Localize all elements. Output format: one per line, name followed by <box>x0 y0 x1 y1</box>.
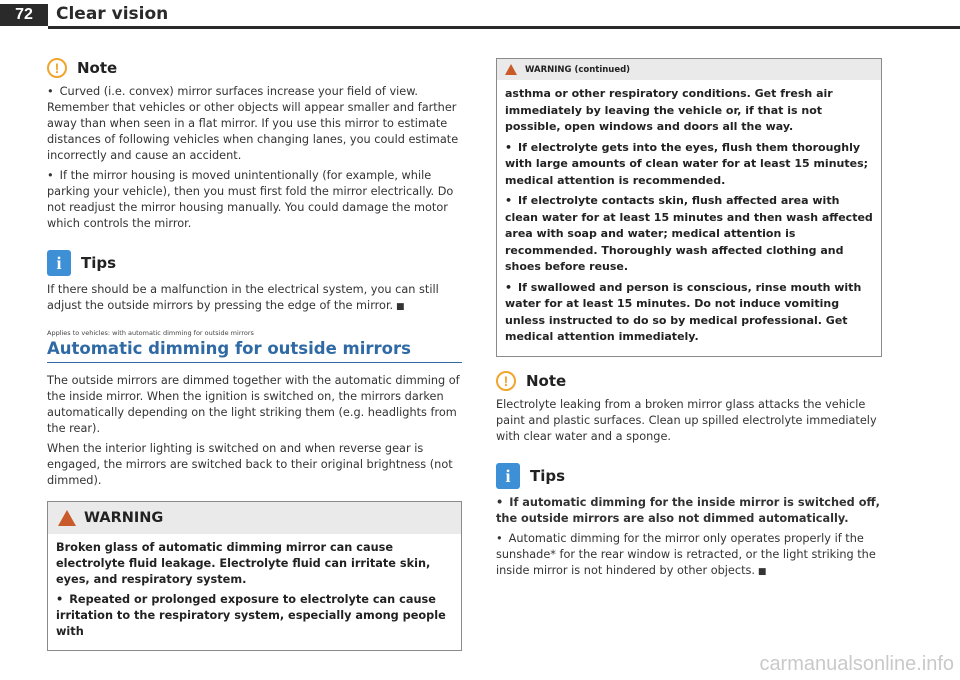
warning-continued-text: asthma or other respiratory conditions. Get fresh air immediately by leaving the vehicle or, if that is not possible, open windows and doors all the way. <box>505 87 833 133</box>
info-icon: i <box>47 250 71 276</box>
note-label: Note <box>77 59 118 77</box>
warning-triangle-icon <box>505 64 517 75</box>
exclamation-circle-icon: ! <box>496 371 516 391</box>
note-bullet-1: • Curved (i.e. convex) mirror surfaces increase your field of view. Remember that vehicles or other objects will appear smaller and farther away than when seen in a flat mirror. If you use this mirror to estimate distances of following vehicles when changing lanes, you could estimate incorrectly and cause an accident. <box>47 84 462 164</box>
warning-continued-body <box>497 80 881 356</box>
warning-text: Broken glass of automatic dimming mirror can cause electrolyte fluid leakage. Electrolyte fluid can irritate skin, eyes, and respiratory system. <box>56 541 431 586</box>
applies-to-note: Applies to vehicles: with automatic dimming for outside mirrors <box>47 329 254 337</box>
warning-continued-bullet-1: • If electrolyte gets into the eyes, flush them thoroughly with large amounts of clean water for at least 15 minutes; medical attention is recommended. <box>505 140 873 190</box>
warning-body <box>48 534 461 650</box>
tips-label-right: Tips <box>530 466 566 485</box>
section-title: Clear vision <box>56 4 169 24</box>
note-heading <box>47 58 462 78</box>
tips-text: If there should be a malfunction in the electrical system, you can still adjust the outside mirrors by pressing the edge of the mirror. ■ <box>47 282 462 315</box>
tips-bullet-1: • If automatic dimming for the inside mirror is switched off, the outside mirrors are also not dimmed automatically. <box>496 495 882 527</box>
page-header <box>0 0 960 30</box>
tips-bullet-2: • Automatic dimming for the mirror only operates properly if the sunshade* for the rear window is retracted, or the light striking the inside mirror is not hindered by other objects. ■ <box>496 531 882 580</box>
warning-continued-title-bar <box>497 59 881 80</box>
warning-continued-box <box>496 58 882 357</box>
warning-box <box>47 501 462 651</box>
note-label-right: Note <box>526 371 567 390</box>
paragraph-2: When the interior lighting is switched on and when reverse gear is engaged, the mirrors are switched back to their original brightness (not dimmed). <box>47 442 453 487</box>
tips-heading <box>47 250 462 276</box>
note-bullet-2: • If the mirror housing is moved unintentionally (for example, while parking your vehicle), then you must first fold the mirror electrically. Do not readjust the mirror housing manually. You could damage the motor which controls the mirror. <box>47 168 462 232</box>
warning-bullet-1: • Repeated or prolonged exposure to electrolyte can cause irritation to the respiratory system, especially among people with <box>56 592 453 640</box>
warning-triangle-icon <box>58 510 76 526</box>
warning-title-bar <box>48 502 461 534</box>
right-column <box>496 58 882 584</box>
tips-label: Tips <box>81 254 117 272</box>
tips-heading-right <box>496 463 882 489</box>
note-text-right: Electrolyte leaking from a broken mirror glass attacks the vehicle paint and plastic surfaces. Clean up spilled electrolyte immediately with clear water and a sponge. <box>496 397 877 443</box>
header-rule <box>48 26 960 29</box>
warning-continued-bullet-3: • If swallowed and person is conscious, rinse mouth with water for at least 15 minutes. Do not induce vomiting unless instructed to do so by medical professional. Get medical attention immediately. <box>505 280 873 346</box>
paragraph-1: The outside mirrors are dimmed together with the automatic dimming of the inside mirror. When the ignition is switched on, the mirrors darken automatically depending on the light striking them (e.g. headlights from the rear). <box>47 374 460 435</box>
info-icon: i <box>496 463 520 489</box>
section-heading: Automatic dimming for outside mirrors <box>47 339 462 363</box>
warning-title: WARNING <box>84 510 164 526</box>
watermark: carmanualsonline.info <box>759 653 954 675</box>
left-column <box>47 58 462 651</box>
warning-continued-title: WARNING (continued) <box>525 64 631 75</box>
exclamation-circle-icon: ! <box>47 58 67 78</box>
note-heading-right <box>496 371 882 391</box>
page-number: 72 <box>0 4 48 26</box>
warning-continued-bullet-2: • If electrolyte contacts skin, flush affected area with clean water for at least 15 minutes and then wash affected area with soap and water; medical attention is recommended. Thoroughly wash affected clothing and shoes before reuse. <box>505 193 873 276</box>
